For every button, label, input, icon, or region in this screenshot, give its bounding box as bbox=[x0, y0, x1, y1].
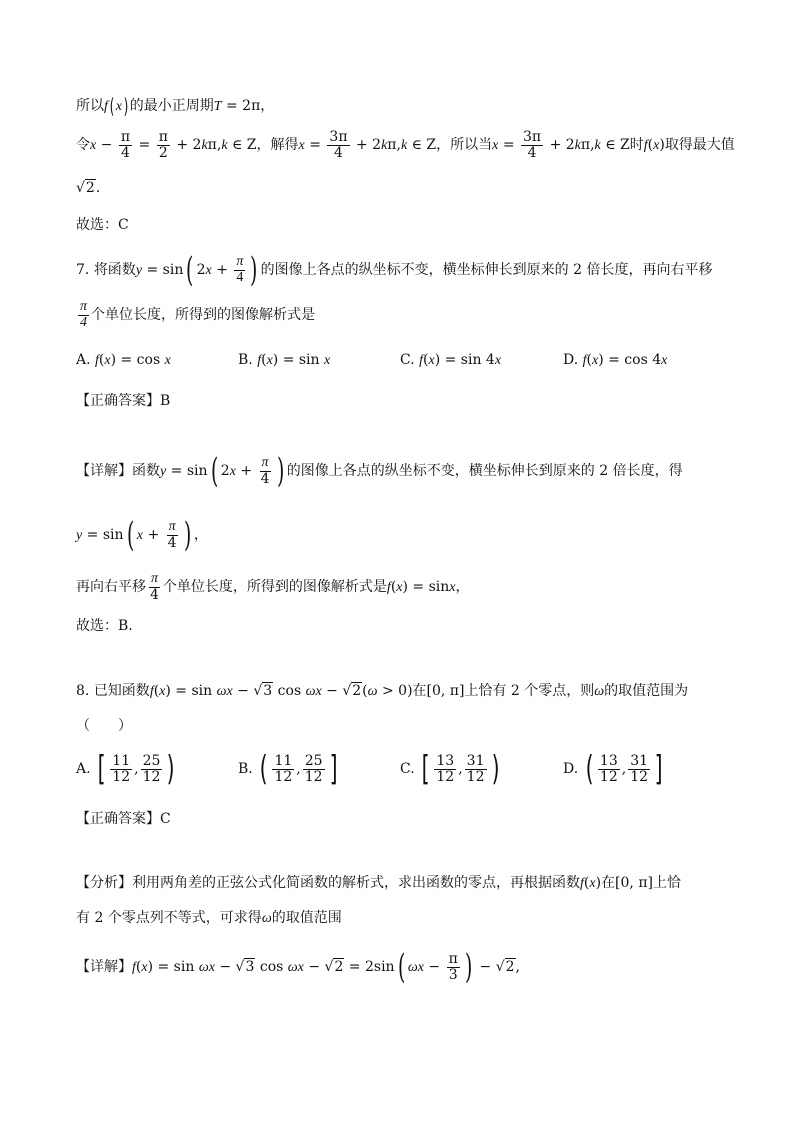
q8-option-c[interactable]: C. [ $\frac{13}{12}$ , $\frac{31}{12}$ ) bbox=[400, 749, 500, 789]
q7-option-d[interactable]: D. f(x) = cos 4x bbox=[563, 352, 668, 368]
text: 的最小正周期 bbox=[129, 98, 214, 114]
text: 再向右平移 bbox=[76, 579, 146, 596]
period-line: 所以f( x) 的最小正周期T = 2π， bbox=[76, 94, 275, 118]
option-label: B. bbox=[238, 761, 253, 777]
q8-stem: 8. 已知函数f(x) = sin ωx − √3 cos ωx − √2(ω > 0)在[0, π]上恰有 2 个零点，则ω的取值范围为 bbox=[76, 683, 689, 699]
option-label: B. bbox=[238, 352, 253, 368]
text: 的图像上各点的纵坐标不变，横坐标伸长到原来的 2 倍长度，得 bbox=[286, 463, 683, 479]
text: 【详解】函数 bbox=[76, 463, 160, 479]
option-label: D. bbox=[563, 761, 579, 777]
text: 上恰有 2 个零点，则 bbox=[464, 683, 595, 699]
answer-6: 故选：C bbox=[76, 217, 129, 233]
text: 【详解】 bbox=[76, 959, 132, 975]
text: . bbox=[95, 180, 101, 196]
q8-option-b[interactable]: B. ( $\frac{11}{12}$ , $\frac{25}{12}$ ] bbox=[238, 749, 338, 789]
text: 【分析】利用两角差的正弦公式化简函数的解析式，求出函数的零点，再根据函数 bbox=[76, 875, 580, 891]
text: 在 bbox=[601, 875, 616, 891]
q7-stem: 7. 将函数y = sin( 2x + $\frac{\pi}{4}$ ) 的图像上各点的纵坐标不变，横坐标伸长到原来的 2 倍长度，再向右平移 bbox=[76, 250, 713, 290]
q8-analysis-2: 有 2 个零点列不等式，可求得ω的取值范围 bbox=[76, 910, 342, 926]
q7-detail-3: 再向右平移 $\frac{\pi}{4}$ 个单位长度，所得到的图像解析式是f(x) = sinx， bbox=[76, 571, 470, 603]
option-label: A. bbox=[76, 352, 91, 368]
text: ， bbox=[455, 579, 470, 596]
text: 有 2 个零点列不等式，可求得 bbox=[76, 910, 262, 926]
text: ， bbox=[260, 98, 275, 114]
text: 已知函数 bbox=[93, 683, 150, 699]
text: 时 bbox=[629, 137, 644, 154]
q7-detail-2: y = sin( x + $\frac{\pi}{4}$ ) ， bbox=[76, 515, 208, 555]
option-label: C. bbox=[400, 352, 415, 368]
q8-answer: 【正确答案】C bbox=[76, 811, 171, 827]
text: 8. bbox=[76, 683, 90, 699]
q8-option-d[interactable]: D. ( $\frac{13}{12}$ , $\frac{31}{12}$ ] bbox=[563, 749, 663, 789]
text: 在 bbox=[412, 683, 427, 699]
text: , bbox=[515, 959, 520, 975]
text: 将函数 bbox=[93, 262, 136, 278]
text: 个单位长度，所得到的图像解析式是 bbox=[162, 579, 387, 596]
q8-option-a[interactable]: A. [ $\frac{11}{12}$ , $\frac{25}{12}$ ) bbox=[76, 749, 176, 789]
q7-option-c[interactable]: C. f(x) = sin 4x bbox=[400, 352, 502, 368]
text: 所以 bbox=[76, 98, 104, 114]
text: 的取值范围 bbox=[271, 910, 342, 926]
text: 个单位长度，所得到的图像解析式是 bbox=[91, 307, 316, 324]
text: 的图像上各点的纵坐标不变，横坐标伸长到原来的 2 倍长度，再向右平移 bbox=[260, 262, 713, 278]
q7-stem-2: $\frac{\pi}{4}$ 个单位长度，所得到的图像解析式是 bbox=[80, 299, 316, 330]
option-label: D. bbox=[563, 352, 579, 368]
q8-analysis: 【分析】利用两角差的正弦公式化简函数的解析式，求出函数的零点，再根据函数f(x)在[0, π]上恰 bbox=[76, 875, 681, 891]
text: ，解得 bbox=[256, 137, 299, 154]
text: ， bbox=[193, 527, 208, 543]
text: ，所以当 bbox=[436, 137, 493, 154]
q7-option-a[interactable]: A. f(x) = cos x bbox=[76, 352, 171, 368]
text: 的取值范围为 bbox=[604, 683, 689, 699]
q8-paren: （ ） bbox=[76, 718, 132, 734]
option-label: C. bbox=[400, 761, 415, 777]
option-label: A. bbox=[76, 761, 91, 777]
max-line: 令x − $\frac{\pi}{4}$ = $\frac{\pi}{2}$ + 2kπ,k ∈ Z，解得x = $\frac{3\pi}{4}$ + 2kπ,k ∈ Z，所以当x = $\frac{3\pi}{4}$ + 2kπ,k ∈ Z时f(x)取得最大值 bbox=[76, 129, 735, 161]
text: 7. bbox=[76, 262, 90, 278]
q7-option-b[interactable]: B. f(x) = sin x bbox=[238, 352, 331, 368]
text: 上恰 bbox=[652, 875, 681, 891]
q7-conclusion: 故选：B. bbox=[76, 618, 133, 634]
q8-detail: 【详解】f(x) = sin ωx − √3 cos ωx − √2 = 2sin( ωx − $\frac{\pi}{3}$ ) − √2, bbox=[76, 947, 520, 987]
q7-answer: 【正确答案】B bbox=[76, 393, 171, 409]
text: 取得最大值 bbox=[664, 137, 735, 154]
sqrt2-line: √2. bbox=[76, 180, 101, 196]
text: 令 bbox=[76, 137, 90, 154]
q7-detail: 【详解】函数y = sin( 2x + $\frac{\pi}{4}$ ) 的图像上各点的纵坐标不变，横坐标伸长到原来的 2 倍长度，得 bbox=[76, 451, 683, 491]
